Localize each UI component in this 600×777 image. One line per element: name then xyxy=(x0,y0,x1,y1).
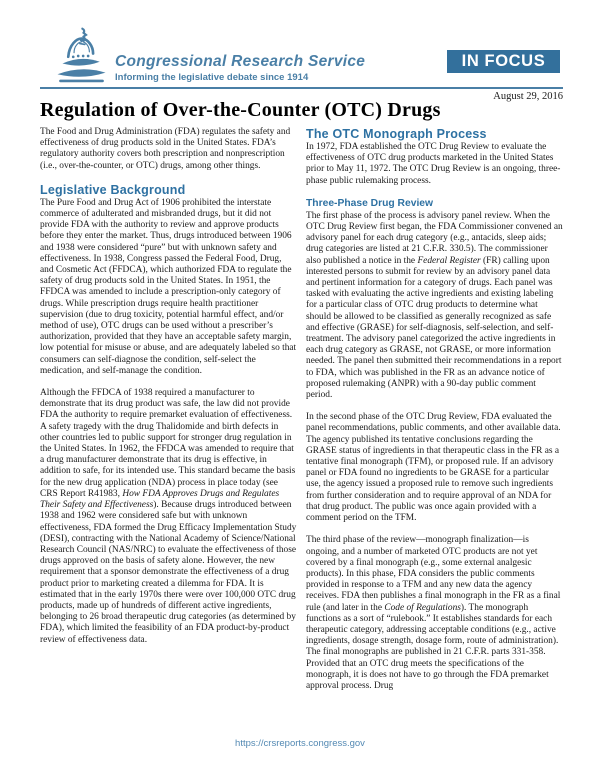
body-paragraph: Although the FFDCA of 1938 required a manufacturer to demonstrate that its drug product was safe, the law did not provide FDA the authority to require premarket evaluation of effectiveness. A safety tragedy with the drug Thalidomide and birth defects in other countries led to public support for stronger drug regulation in the United States. In 1962, the FFDCA was amended to require that a drug manufacturer demonstrate that its drug is effective, in addition to safe, for its intended use. This standard became the basis for the new drug application (NDA) process in place today (see CRS Report R41983, How FDA Approves Drugs and Regulates Their Safety and Effectiveness). Because drugs introduced between 1938 and 1962 were considered safe but with unknown effectiveness, FDA formed the Drug Efficacy Implementation Study (DESI), contracting with the National Academy of Science/National Research Council (NAS/NRC) to evaluate the effectiveness of those drugs approved on the basis of safety alone. However, the new requirement that a sponsor demonstrate the effectiveness of a drug product prior to marketing created a dilemma for FDA. It is estimated that in the early 1970s there were over 100,000 OTC drug products, made up of hundreds of different active ingredients, belonging to 26 broad therapeutic drug categories (as determined by FDA), which limited the feasibility of an FDA product-by-product review of effectiveness data. xyxy=(40,388,297,645)
crs-reports-link[interactable]: https://crsreports.congress.gov xyxy=(235,738,365,749)
masthead-divider xyxy=(40,87,563,89)
body-paragraph: The third phase of the review—monograph finalization—is ongoing, and a number of marketed OTC products are not yet covered by a final monograph (e.g., some external analgesic products). In this phase, FDA considers the public comments provided in response to a TFM and any new data the agency receives. FDA then publishes a final monograph in the FR as a final rule (and later in the Code of Regulations). The monograph functions as a sort of “rulebook.” It establishes standards for each therapeutic category, addressing acceptable conditions (e.g., active ingredients, dosage strength, dosage form, route of administration). The final monographs are published in 21 C.F.R. parts 331-358. Provided that an OTC drug meets the specifications of the monograph, it is does not have to go through the FDA premarket approval process. Drug xyxy=(306,535,561,691)
publication-date: August 29, 2016 xyxy=(493,91,563,102)
in-focus-badge: IN FOCUS xyxy=(447,50,560,73)
document-title: Regulation of Over-the-Counter (OTC) Drugs xyxy=(40,99,441,121)
body-paragraph: In the second phase of the OTC Drug Review, FDA evaluated the panel recommendations, public comments, and other available data. The agency published its tentative conclusions regarding the GRASE status of ingredients in that therapeutic class in the FR as a tentative final monograph (TFM), or proposed rule. If an advisory panel or FDA found no ingredients to be GRASE for a particular use, the agency issued a proposed rule to remove such ingredients from further consideration and to require approval of an NDA for that drug product. The public was once again provided with a comment period on the TFM. xyxy=(306,412,561,524)
intro-paragraph: The Food and Drug Administration (FDA) regulates the safety and effectiveness of drug products sold in the United States. FDA’s regulatory authority covers both prescription and nonprescription (i.e., over-the-counter, or OTC) drugs, among other things. xyxy=(40,127,291,171)
intro-paragraph: In 1972, FDA established the OTC Drug Review to evaluate the effectiveness of OTC drug products marketed in the United States prior to May 11, 1972. The OTC Drug Review is an ongoing, three-phase public rulemaking process. xyxy=(306,142,561,186)
crs-brand xyxy=(55,26,365,86)
subsection-heading-three-phase-drug-review: Three-Phase Drug Review xyxy=(306,197,434,209)
org-tagline: Informing the legislative debate since 1914 xyxy=(115,72,309,83)
capitol-dome-icon xyxy=(55,26,108,86)
org-name: Congressional Research Service xyxy=(115,53,366,70)
article-body xyxy=(40,127,563,692)
body-paragraph: The Pure Food and Drug Act of 1906 prohibited the interstate commerce of adulterated and misbranded drugs, but it did not provide FDA with the authority to review and approve products before they enter the market. Thus, drugs introduced between 1906 and 1938 were considered “pure” but with unknown safety and effectiveness. In 1938, Congress passed the Federal Food, Drug, and Cosmetic Act (FFDCA), which authorized FDA to regulate the safety of drug products sold in the United States. In 1951, the FFDCA was amended to include a prescription-only category of drugs. While prescription drugs require health practitioner supervision (due to drug toxicity, potential harmful effect, and/or method of use), OTC drugs can be used without a prescriber’s authorization, provided that they have an acceptable safety margin, low potential for misuse or abuse, and are adequately labeled so that consumers can self-diagnose the condition, self-select the medication, and self-manage the condition. xyxy=(40,197,297,376)
page-footer xyxy=(0,738,600,749)
body-paragraph: The first phase of the process is advisory panel review. When the OTC Drug Review first began, the FDA Commissioner convened an advisory panel for each drug category (e.g., antacids, sleep aids; drug categories are listed at 21 C.F.R. 330.5). The commissioner also published a notice in the Federal Register (FR) calling upon interested persons to submit for review by an advisory panel data and pertinent information for a category of drugs. Each panel was tasked with evaluating the active ingredients and existing labeling for a particular class of OTC drug products to determine what should be allowed to be classified as generally recognized as safe and effective (GRASE) for self-diagnosis, self-selection, and self-treatment. The advisory panel categorized the active ingredients in each drug category as GRASE, not GRASE, or more information needed. The panel then submitted their recommendations in a report to FDA, which was published in the FR as an advance notice of proposed rulemaking (ANPR) with a 90-day public comment period. xyxy=(306,210,563,401)
brand-text xyxy=(115,53,365,86)
left-column xyxy=(40,127,297,692)
section-heading-legislative-background: Legislative Background xyxy=(40,182,186,197)
right-column xyxy=(306,127,563,692)
section-heading-otc-monograph-process: The OTC Monograph Process xyxy=(306,127,487,141)
